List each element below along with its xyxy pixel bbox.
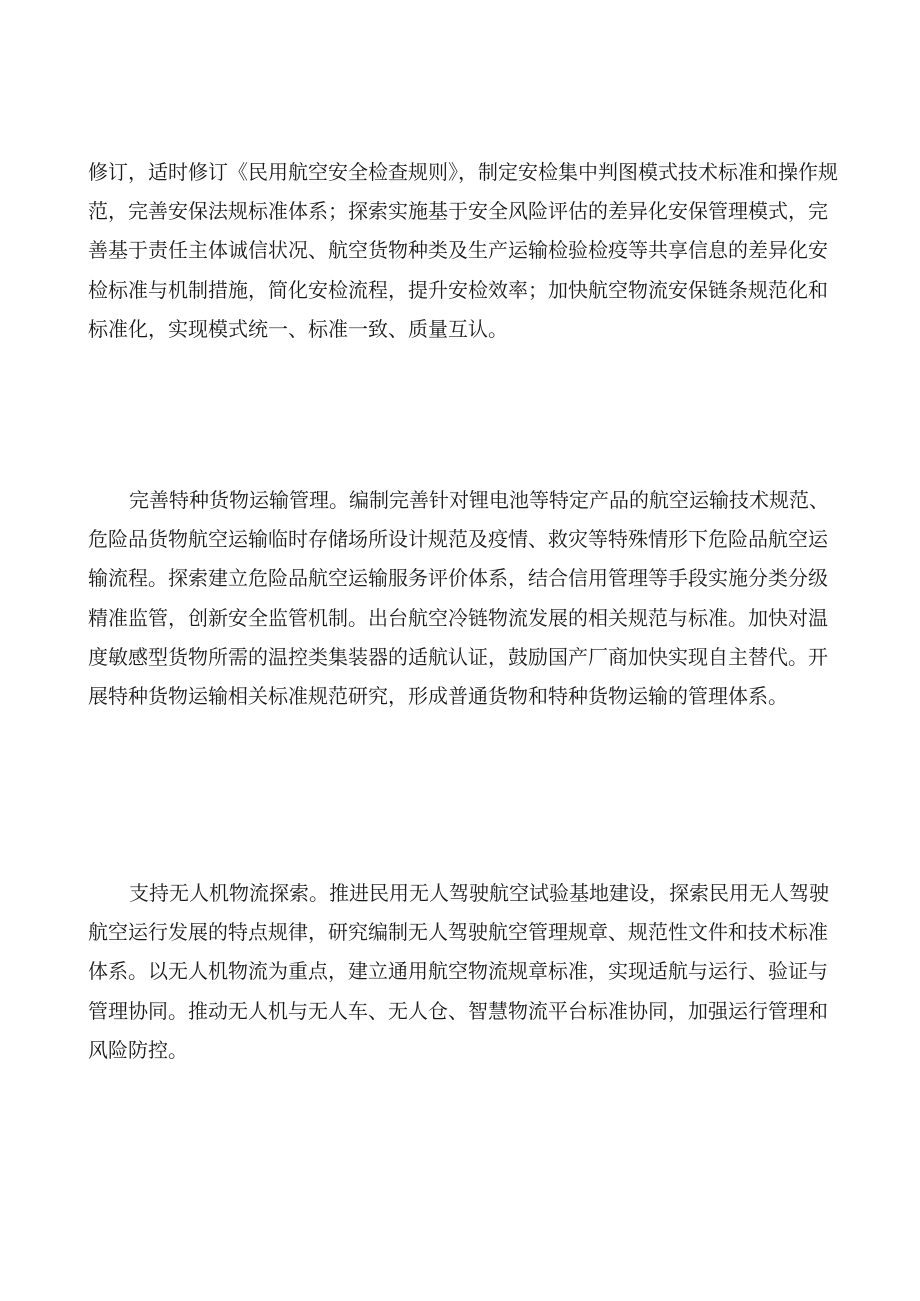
document-body-section-1 <box>88 153 842 349</box>
document-body-section-2 <box>88 481 842 716</box>
document-body-section-3 <box>88 874 842 1070</box>
paragraph-special-cargo: 完善特种货物运输管理。编制完善针对锂电池等特定产品的航空运输技术规范、危险品货物航空运输临时存储场所设计规范及疫情、救灾等特殊情形下危险品航空运输流程。探索建立危险品航空运输服务评价体系，结合信用管理等手段实施分类分级精准监管，创新安全监管机制。出台航空冷链物流发展的相关规范与标准。加快对温度敏感型货物所需的温控类集装器的适航认证，鼓励国产厂商加快实现自主替代。开展特种货物运输相关标准规范研究，形成普通货物和特种货物运输的管理体系。 <box>88 488 829 709</box>
paragraph-drone-logistics: 支持无人机物流探索。推进民用无人驾驶航空试验基地建设，探索民用无人驾驶航空运行发展的特点规律，研究编制无人驾驶航空管理规章、规范性文件和技术标准体系。以无人机物流为重点，建立通用航空物流规章标准，实现适航与运行、验证与管理协同。推动无人机与无人车、无人仓、智慧物流平台标准协同，加强运行管理和风险防控。 <box>88 881 829 1062</box>
paragraph-security-standards: 修订，适时修订《民用航空安全检查规则》，制定安检集中判图模式技术标准和操作规范，完善安保法规标准体系；探索实施基于安全风险评估的差异化安保管理模式，完善基于责任主体诚信状况、航空货物种类及生产运输检验检疫等共享信息的差异化安检标准与机制措施，简化安检流程，提升安检效率；加快航空物流安保链条规范化和标准化，实现模式统一、标准一致、质量互认。 <box>88 160 838 341</box>
